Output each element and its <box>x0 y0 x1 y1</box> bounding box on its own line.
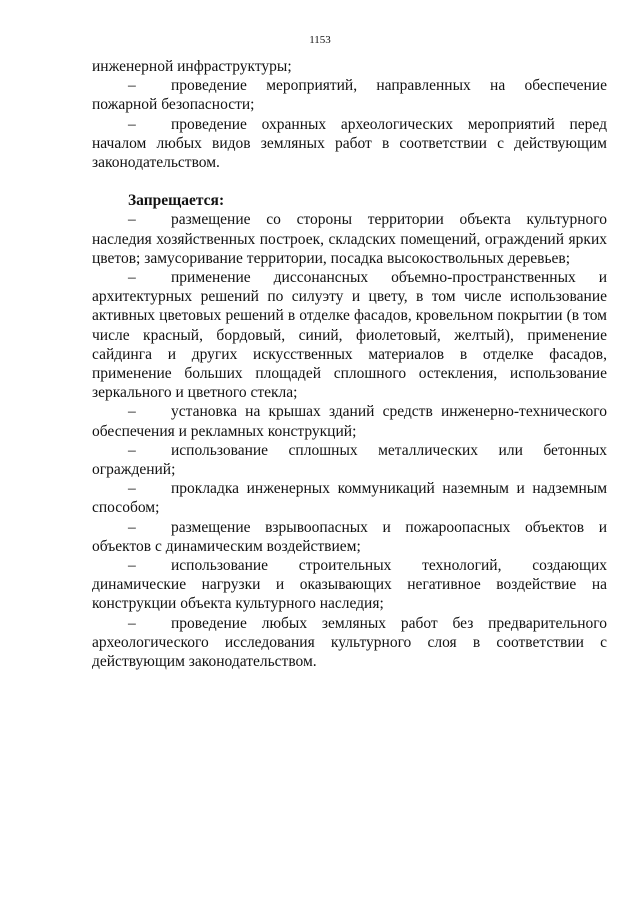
list-dash: – <box>128 441 136 459</box>
list-dash: – <box>128 557 136 575</box>
prohibited-item <box>92 268 607 402</box>
list-dash: – <box>128 115 136 133</box>
page-number: 1153 <box>309 34 331 46</box>
list-dash: – <box>128 77 136 95</box>
prohibited-item <box>92 556 607 614</box>
list-dash: – <box>128 211 136 229</box>
prohibited-heading: Запрещается: <box>128 192 225 210</box>
prohibited-item <box>92 402 607 440</box>
prohibited-item <box>92 479 607 517</box>
list-item-text: проведение охранных археологических мероприятий перед началом любых видов земляных работ в соответствии с действующим законодательством. <box>92 115 607 172</box>
list-item-text: использование строительных технологий, создающих динамические нагрузки и оказывающих негативное воздействие на конструкции объекта культурного наследия; <box>92 557 607 613</box>
list-item-text: установка на крышах зданий средств инженерно-технического обеспечения и рекламных конструкций; <box>92 403 607 440</box>
allowed-item-fire-safety <box>92 76 607 114</box>
list-dash: – <box>128 269 136 287</box>
document-body <box>92 57 607 671</box>
prohibited-item <box>92 210 607 268</box>
list-item-text: прокладка инженерных коммуникаций наземным и надземным способом; <box>92 480 607 517</box>
list-item-text: размещение со стороны территории объекта культурного наследия хозяйственных построек, складских помещений, ограждений ярких цветов; замусоривание территории, посадка высокоствольных деревьев; <box>92 211 607 267</box>
allowed-item-archaeology <box>92 115 607 173</box>
list-item-text: применение диссонансных объемно-пространственных и архитектурных решений по силуэту и цвету, в том числе использование активных цветовых решений в отделке фасадов, кровельном покрытии (в том числе красный, бордовый, синий, фиолетовый, желтый), применение сайдинга и других искусственных материалов в отделке фасадов, применение больших площадей сплошного остекления, использование зеркального и цветного стекла; <box>92 269 607 402</box>
list-item-text: использование сплошных металлических или бетонных ограждений; <box>92 441 607 479</box>
list-dash: – <box>128 614 136 632</box>
list-item-text: проведение мероприятий, направленных на обеспечение пожарной безопасности; <box>92 77 607 114</box>
list-item-text: размещение взрывоопасных и пожароопасных объектов и объектов с динамическим воздействием; <box>92 518 607 555</box>
list-item-text: проведение любых земляных работ без предварительного археологического исследования культурного слоя в соответствии с действующим законодательством. <box>92 614 607 671</box>
prohibited-item <box>92 518 607 556</box>
list-dash: – <box>128 518 136 536</box>
prohibited-item <box>92 614 607 672</box>
list-dash: – <box>128 403 136 421</box>
list-dash: – <box>128 480 136 498</box>
intro-continuation: инженерной инфраструктуры; <box>92 58 292 75</box>
prohibited-item <box>92 441 607 479</box>
